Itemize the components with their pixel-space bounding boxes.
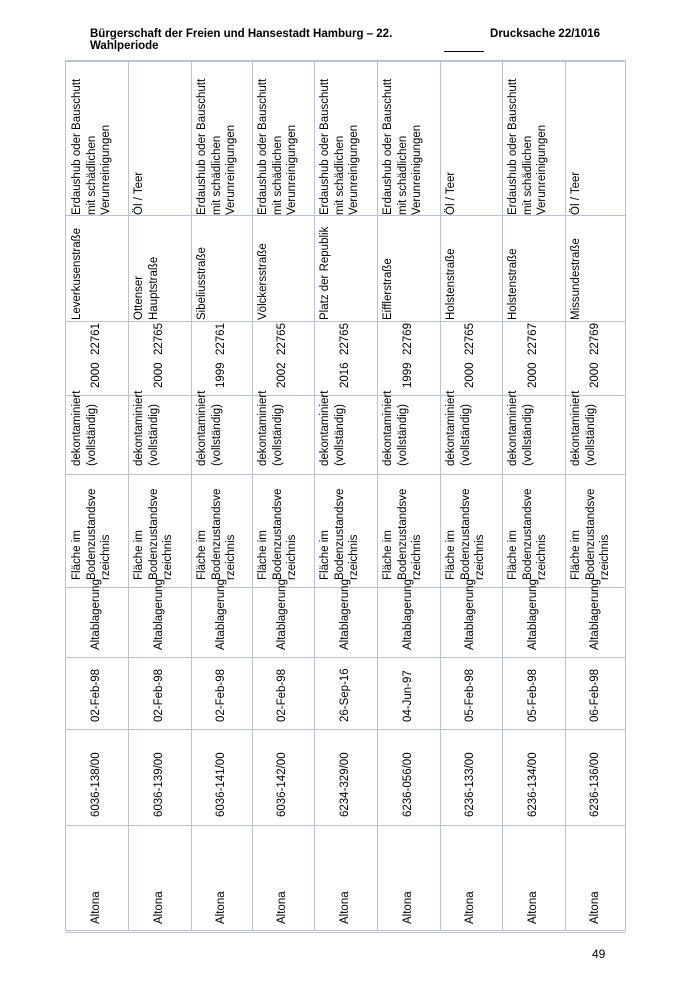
cell-sanierung: dekontaminiert (vollständig) — [570, 390, 597, 466]
cell-status: Fläche im Bodenzustandsve rzeichnis — [196, 488, 237, 580]
cell-jahr: 2000 — [589, 362, 601, 388]
cell-strasse: Missundestraße — [570, 238, 582, 320]
cell-strasse: Eifflerstraße — [382, 258, 394, 320]
cell-stoff: Öl / Teer — [133, 171, 145, 215]
cell-bezirk: Altona — [401, 891, 414, 924]
cell-bezirk: Altona — [276, 891, 288, 924]
header-title: Bürgerschaft der Freien und Hansestadt Hamburg – 22. Wahlperiode — [90, 28, 393, 52]
cell-bezirk: Altona — [526, 891, 539, 924]
cell-bezirk: Altona — [464, 891, 476, 924]
cell-plz: 22761 — [90, 323, 102, 355]
cell-sanierung: dekontaminiert (vollständig) — [319, 390, 346, 466]
cell-strasse: Leverkusenstraße — [71, 227, 83, 320]
cell-stoff: Erdaushub oder Bauschutt mit schädlichen Verunreinigungen — [196, 78, 237, 215]
cell-status: Fläche im Bodenzustandsve rzeichnis — [133, 488, 174, 580]
cell-strasse: Holstenstraße — [445, 248, 457, 320]
cell-bezirk: Altona — [338, 891, 351, 924]
cell-nr: 6236-136/00 — [589, 752, 601, 817]
cell-bezirk: Altona — [589, 891, 601, 924]
data-table — [65, 60, 626, 931]
cell-jahr: 1999 — [214, 362, 227, 388]
page-number: 49 — [592, 947, 606, 961]
cell-sanierung: dekontaminiert (vollständig) — [71, 390, 98, 466]
cell-stoff: Öl / Teer — [445, 171, 457, 215]
cell-plz: 22765 — [276, 323, 288, 355]
cell-sanierung: dekontaminiert (vollständig) — [507, 390, 534, 466]
header-drucksache: Drucksache 22/1016 — [490, 28, 600, 40]
cell-datum: 26-Sep-16 — [338, 668, 351, 722]
cell-plz: 22761 — [214, 323, 227, 355]
cell-sanierung: dekontaminiert (vollständig) — [133, 390, 160, 466]
cell-art: Altablagerung — [401, 579, 414, 650]
cell-stoff: Erdaushub oder Bauschutt mit schädlichen Verunreinigungen — [257, 78, 298, 215]
cell-art: Altablagerung — [589, 579, 601, 650]
cell-nr: 6036-141/00 — [214, 752, 227, 817]
cell-plz: 22765 — [152, 323, 165, 355]
cell-jahr: 2002 — [276, 362, 288, 388]
cell-plz: 22765 — [338, 323, 351, 355]
cell-datum: 02-Feb-98 — [152, 668, 165, 722]
cell-bezirk: Altona — [214, 891, 227, 924]
cell-sanierung: dekontaminiert (vollständig) — [196, 390, 223, 466]
cell-jahr: 2000 — [90, 362, 102, 388]
cell-art: Altablagerung — [338, 579, 351, 650]
cell-stoff: Erdaushub oder Bauschutt mit schädlichen Verunreinigungen — [71, 78, 112, 215]
cell-nr: 6036-138/00 — [90, 752, 102, 817]
cell-jahr: 2000 — [464, 362, 476, 388]
cell-strasse: Holstenstraße — [507, 248, 519, 320]
cell-nr: 6236-134/00 — [526, 752, 539, 817]
cell-jahr: 2000 — [152, 362, 165, 388]
cell-art: Altablagerung — [90, 579, 102, 650]
cell-status: Fläche im Bodenzustandsve rzeichnis — [382, 488, 423, 580]
cell-art: Altablagerung — [214, 579, 227, 650]
cell-nr: 6236-133/00 — [464, 752, 476, 817]
cell-datum: 04-Jun-97 — [401, 670, 414, 722]
cell-datum: 02-Feb-98 — [214, 668, 227, 722]
header-rule — [444, 28, 484, 52]
cell-sanierung: dekontaminiert (vollständig) — [445, 390, 472, 466]
cell-nr: 6234-329/00 — [338, 752, 351, 817]
cell-nr: 6036-139/00 — [152, 752, 165, 817]
cell-plz: 22769 — [401, 323, 414, 355]
cell-bezirk: Altona — [152, 891, 165, 924]
cell-strasse: Sibeliusstraße — [196, 247, 208, 320]
cell-status: Fläche im Bodenzustandsve rzeichnis — [257, 488, 298, 580]
cell-plz: 22765 — [464, 323, 476, 355]
cell-art: Altablagerung — [464, 579, 476, 650]
cell-datum: 02-Feb-98 — [276, 668, 288, 722]
cell-strasse: Völckersstraße — [257, 243, 269, 320]
cell-jahr: 2016 — [338, 362, 351, 388]
cell-status: Fläche im Bodenzustandsve rzeichnis — [319, 488, 360, 580]
cell-datum: 06-Feb-98 — [589, 668, 601, 722]
cell-art: Altablagerung — [276, 579, 288, 650]
cell-bezirk: Altona — [90, 891, 102, 924]
cell-stoff: Erdaushub oder Bauschutt mit schädlichen Verunreinigungen — [319, 78, 360, 215]
cell-stoff: Erdaushub oder Bauschutt mit schädlichen Verunreinigungen — [382, 78, 423, 215]
cell-datum: 05-Feb-98 — [526, 668, 539, 722]
cell-nr: 6236-056/00 — [401, 752, 414, 817]
cell-jahr: 1999 — [401, 362, 414, 388]
cell-art: Altablagerung — [526, 579, 539, 650]
cell-status: Fläche im Bodenzustandsve rzeichnis — [570, 488, 611, 580]
cell-plz: 22769 — [589, 323, 601, 355]
cell-art: Altablagerung — [152, 579, 165, 650]
cell-strasse: Ottenser Hauptstraße — [133, 256, 160, 320]
cell-nr: 6036-142/00 — [276, 752, 288, 817]
cell-strasse: Platz der Republik — [319, 226, 331, 320]
cell-datum: 05-Feb-98 — [464, 668, 476, 722]
cell-sanierung: dekontaminiert (vollständig) — [382, 390, 409, 466]
cell-status: Fläche im Bodenzustandsve rzeichnis — [507, 488, 548, 580]
cell-datum: 02-Feb-98 — [90, 668, 102, 722]
cell-status: Fläche im Bodenzustandsve rzeichnis — [71, 488, 112, 580]
cell-stoff: Erdaushub oder Bauschutt mit schädlichen Verunreinigungen — [507, 78, 548, 215]
cell-status: Fläche im Bodenzustandsve rzeichnis — [445, 488, 486, 580]
cell-stoff: Öl / Teer — [570, 171, 582, 215]
cell-plz: 22767 — [526, 323, 539, 355]
row-divider — [66, 932, 625, 933]
cell-jahr: 2000 — [526, 362, 539, 388]
cell-sanierung: dekontaminiert (vollständig) — [257, 390, 284, 466]
page-header — [90, 28, 600, 52]
